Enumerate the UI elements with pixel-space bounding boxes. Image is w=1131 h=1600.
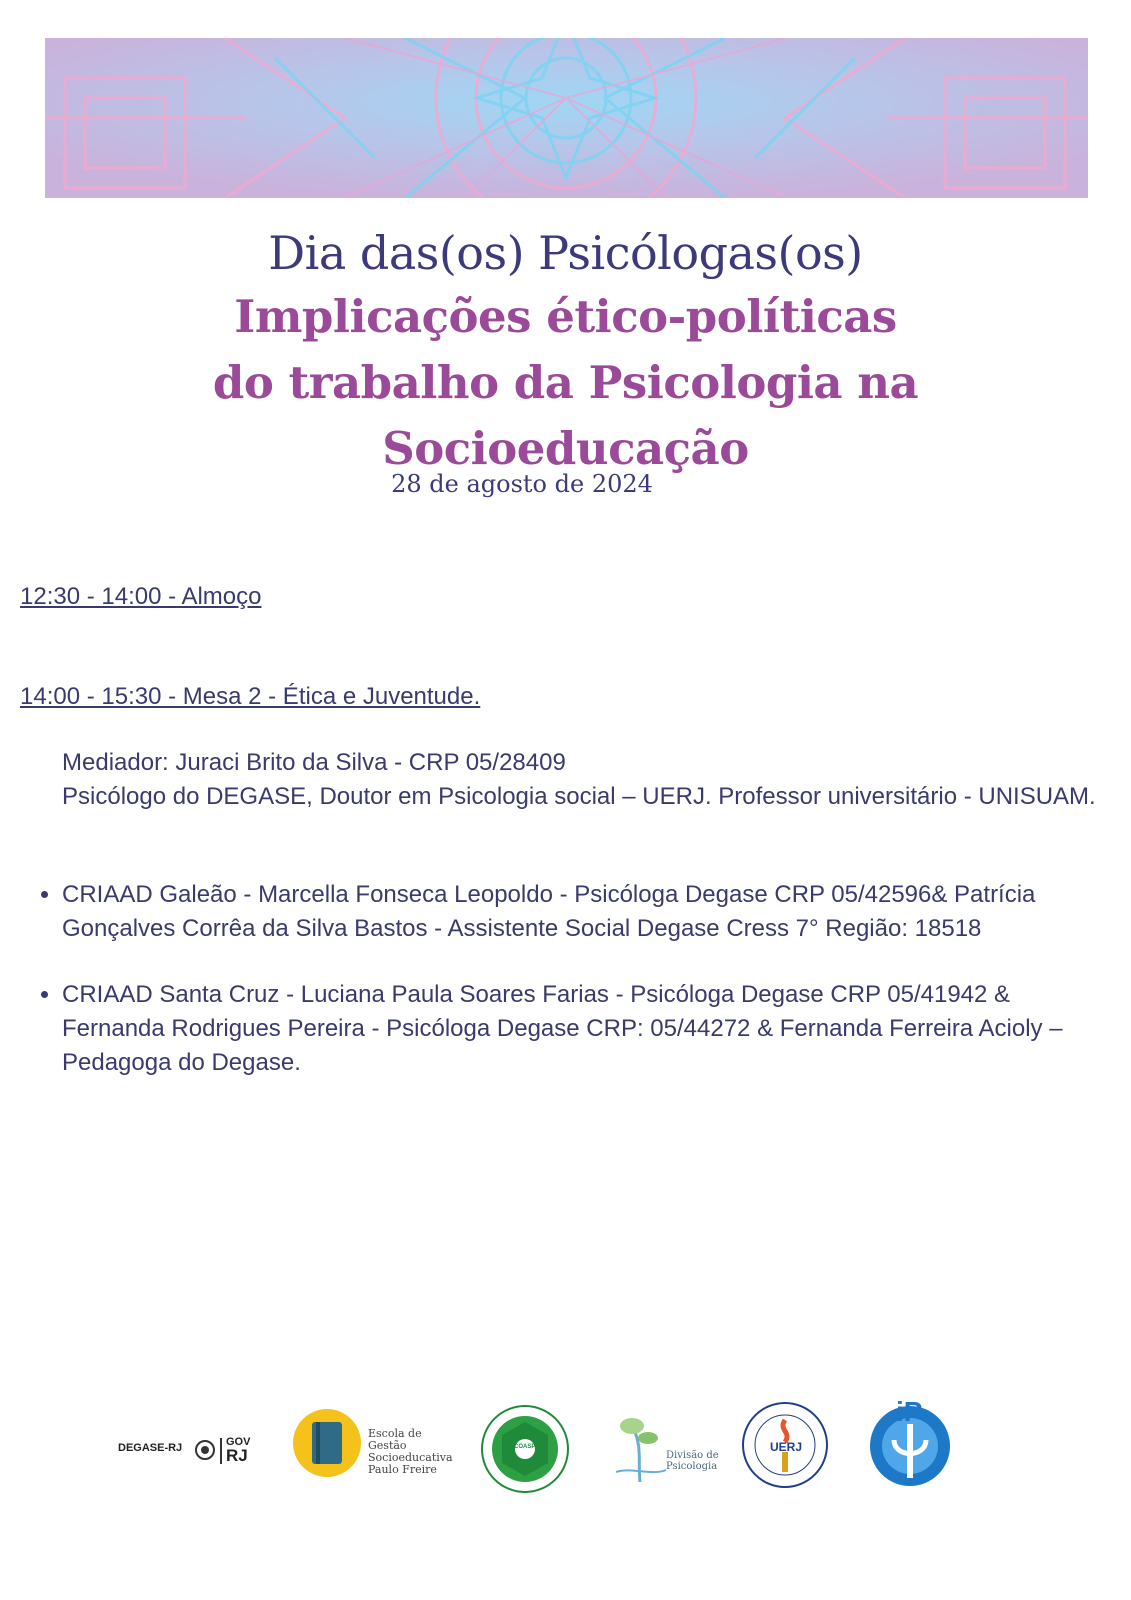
mediator-line: Mediador: Juraci Brito da Silva - CRP 05/28409 (62, 749, 566, 776)
degase-logo (118, 1438, 258, 1478)
mediator-bio: Psicólogo do DEGASE, Doutor em Psicologia social – UERJ. Professor universitário - UNISUAM. (62, 783, 1096, 810)
uerj-text: UERJ (770, 1440, 803, 1454)
subtitle-line: Socioeducação (382, 422, 749, 475)
gov-text: GOV (226, 1436, 251, 1448)
rj-text: RJ (226, 1446, 248, 1465)
partner-logos (0, 1396, 1131, 1540)
agenda-slot-lunch (20, 580, 1110, 614)
ip-text: iP (896, 1396, 923, 1427)
divisao-psicologia-logo (612, 1412, 722, 1492)
instituto-psicologia-logo (866, 1396, 956, 1492)
escola-line: Escola de Gestão (368, 1427, 422, 1452)
book-icon (292, 1408, 362, 1478)
escola-line: Paulo Freire (368, 1463, 437, 1476)
mediator-section (20, 746, 1110, 814)
escola-line: Socioeducativa (368, 1451, 453, 1464)
header-banner (45, 38, 1088, 198)
event-date: 28 de agosto de 2024 (391, 470, 653, 498)
coasp-text: COASP (514, 1444, 536, 1450)
page-title: Dia das(os) Psicólogas(os) (268, 226, 863, 280)
coasp-logo (480, 1404, 570, 1494)
logo-divider (220, 1438, 222, 1464)
agenda-slot-panel (20, 680, 1110, 714)
subtitle-line: do trabalho da Psicologia na (212, 356, 919, 409)
speakers-list (20, 878, 1110, 1112)
tree-icon (612, 1412, 668, 1482)
speaker-item: • CRIAAD Santa Cruz - Luciana Paula Soares Farias - Psicóloga Degase CRP 05/41942 & Fernanda Rodrigues Pereira - Psicóloga Degase CRP: 05/44272 & Fernanda Ferreira Acioly – Pedagoga do Degase. (62, 978, 1110, 1080)
page-subtitle (0, 284, 1131, 482)
slot-panel-label: 14:00 - 15:30 - Mesa 2 - Ética e Juventude. (20, 683, 481, 710)
uerj-logo (740, 1400, 830, 1490)
degase-logo-text: DEGASE-RJ (118, 1442, 183, 1454)
subtitle-line: Implicações ético-políticas (234, 290, 897, 343)
divisao-line: Divisão de (666, 1450, 719, 1461)
divisao-line: Psicologia (666, 1461, 718, 1472)
escola-gestao-logo (292, 1408, 462, 1480)
coat-of-arms-icon (194, 1438, 216, 1464)
slot-lunch-label: 12:30 - 14:00 - Almoço (20, 583, 262, 610)
kaleidoscope-pattern (45, 38, 1088, 198)
speaker-item: • CRIAAD Galeão - Marcella Fonseca Leopoldo - Psicóloga Degase CRP 05/42596& Patrícia Gonçalves Corrêa da Silva Bastos - Assistente Social Degase Cress 7° Região: 18518 (62, 878, 1110, 946)
